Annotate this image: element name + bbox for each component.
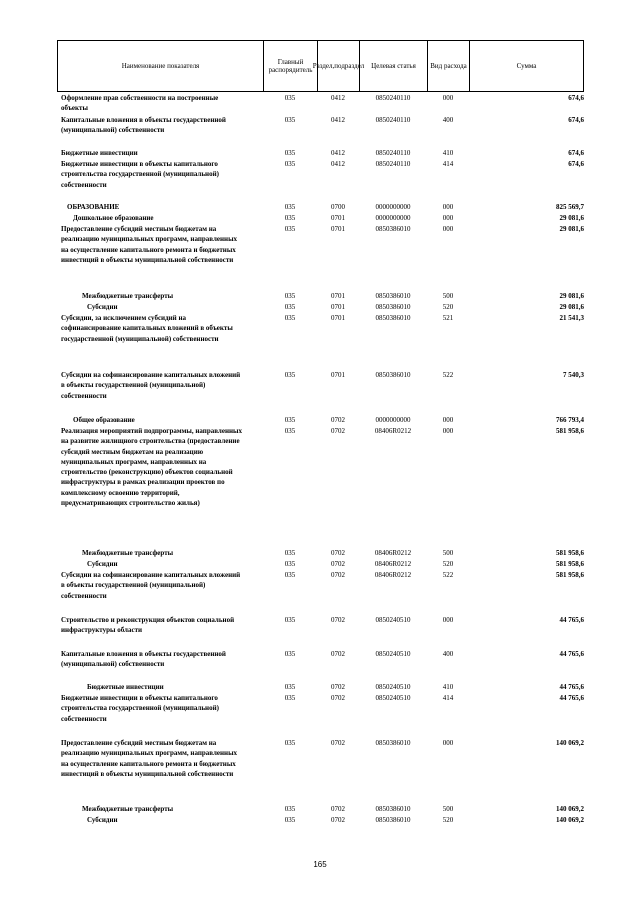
row-razdel: 0702 xyxy=(331,805,345,813)
row-summa: 581 958,6 xyxy=(556,427,584,435)
page-number: 165 xyxy=(313,860,327,869)
row-name: Субсидии xyxy=(87,560,118,568)
row-celevaya: 08406R0212 xyxy=(374,549,412,557)
row-celevaya: 0000000000 xyxy=(375,416,411,424)
row-summa: 29 081,6 xyxy=(559,303,584,311)
row-name: Реализация мероприятий подпрограммы, направленных на развитие жилищного строительства (предоставление субсидий местным бюджетам на реализацию муниципальных программ, направленных на строительство (реконструкцию) объектов социальной инфраструктуры в рамках реализации проектов по комплексному освоению территорий, предусматривающих строительство жилья) xyxy=(61,427,242,508)
row-razdel: 0701 xyxy=(331,292,345,300)
row-name: Бюджетные инвестиции xyxy=(61,149,138,157)
row-razdel: 0702 xyxy=(331,560,345,568)
row-glavny: 035 xyxy=(284,214,296,222)
row-vid: 000 xyxy=(442,94,454,102)
row-name: Предоставление субсидий местным бюджетам на реализацию муниципальных программ, направленных на осуществление капитального ремонта и бюджетных инвестиций в объекты муниципальной собственности xyxy=(61,739,238,778)
row-celevaya: 0850386010 xyxy=(375,314,411,322)
header-summa: Сумма xyxy=(516,61,537,70)
row-razdel: 0702 xyxy=(331,427,345,435)
row-vid: 500 xyxy=(442,805,454,813)
row-razdel: 0702 xyxy=(331,739,345,747)
row-celevaya: 0000000000 xyxy=(375,203,411,211)
row-razdel: 0702 xyxy=(331,650,345,658)
row-celevaya: 0000000000 xyxy=(375,214,411,222)
row-name: Предоставление субсидий местным бюджетам на реализацию муниципальных программ, направленных на осуществление капитального ремонта и бюджетных инвестиций в объекты муниципальной собственности xyxy=(61,225,238,264)
row-vid: 000 xyxy=(442,225,454,233)
row-celevaya: 08406R0212 xyxy=(374,560,412,568)
row-glavny: 035 xyxy=(284,571,296,579)
row-summa: 581 958,6 xyxy=(556,549,584,557)
header-razdel: Раздел,подраздел xyxy=(318,41,360,91)
row-summa: 7 540,3 xyxy=(563,371,584,379)
row-celevaya: 0850386010 xyxy=(375,371,411,379)
header-celevaya: Целевая статья xyxy=(360,41,428,91)
row-glavny: 035 xyxy=(284,303,296,311)
row-name: Межбюджетные трансферты xyxy=(82,805,174,813)
row-vid: 000 xyxy=(442,427,454,435)
row-summa: 140 069,2 xyxy=(556,816,584,824)
row-glavny: 035 xyxy=(284,816,296,824)
row-vid: 414 xyxy=(442,160,454,168)
row-summa: 29 081,6 xyxy=(559,292,584,300)
row-name: Дошкольное образование xyxy=(73,214,154,222)
row-summa: 21 541,3 xyxy=(559,314,584,322)
row-name: Бюджетные инвестиции в объекты капитального строительства государственной (муниципальной) собственности xyxy=(61,694,219,723)
row-razdel: 0702 xyxy=(331,549,345,557)
row-name: Бюджетные инвестиции xyxy=(87,683,164,691)
row-name: Бюджетные инвестиции в объекты капитального строительства государственной (муниципальной) собственности xyxy=(61,160,219,189)
row-glavny: 035 xyxy=(284,149,296,157)
row-glavny: 035 xyxy=(284,650,296,658)
row-razdel: 0412 xyxy=(331,160,345,168)
row-glavny: 035 xyxy=(284,694,296,702)
row-name: Межбюджетные трансферты xyxy=(82,549,174,557)
row-glavny: 035 xyxy=(284,203,296,211)
row-razdel: 0702 xyxy=(331,694,345,702)
row-razdel: 0412 xyxy=(331,149,345,157)
row-vid: 410 xyxy=(442,149,454,157)
row-razdel: 0702 xyxy=(331,616,345,624)
row-glavny: 035 xyxy=(284,225,296,233)
row-vid: 400 xyxy=(442,116,454,124)
row-summa: 29 081,6 xyxy=(559,225,584,233)
header-vid: Вид расхода xyxy=(428,41,470,91)
row-vid: 000 xyxy=(442,416,454,424)
row-glavny: 035 xyxy=(284,616,296,624)
row-name: Субсидии xyxy=(87,816,118,824)
row-vid: 400 xyxy=(442,650,454,658)
row-name: Межбюджетные трансферты xyxy=(82,292,174,300)
row-razdel: 0701 xyxy=(331,225,345,233)
row-name: ОБРАЗОВАНИЕ xyxy=(67,203,120,211)
row-razdel: 0701 xyxy=(331,214,345,222)
row-summa: 29 081,6 xyxy=(559,214,584,222)
row-summa: 825 569,7 xyxy=(556,203,584,211)
row-glavny: 035 xyxy=(284,739,296,747)
row-name: Субсидии, за исключением субсидий на софинансирование капитальных вложений в объекты государственной (муниципальной) собственности xyxy=(61,314,233,343)
row-razdel: 0412 xyxy=(331,116,345,124)
row-glavny: 035 xyxy=(284,314,296,322)
row-glavny: 035 xyxy=(284,94,296,102)
row-celevaya: 0850240110 xyxy=(375,149,411,157)
row-celevaya: 0850240110 xyxy=(375,94,411,102)
row-vid: 521 xyxy=(442,314,454,322)
row-vid: 000 xyxy=(442,203,454,211)
row-vid: 522 xyxy=(442,371,454,379)
row-summa: 140 069,2 xyxy=(556,739,584,747)
row-vid: 000 xyxy=(442,739,454,747)
row-name: Оформление прав собственности на построенные объекты xyxy=(61,94,219,113)
row-name: Капитальные вложения в объекты государственной (муниципальной) собственности xyxy=(61,650,226,669)
row-celevaya: 0850386010 xyxy=(375,292,411,300)
row-name: Субсидии на софинансирование капитальных вложений в объекты государственной (муниципальной) собственности xyxy=(61,571,241,600)
row-glavny: 035 xyxy=(284,416,296,424)
row-razdel: 0702 xyxy=(331,571,345,579)
row-summa: 581 958,6 xyxy=(556,571,584,579)
row-vid: 520 xyxy=(442,560,454,568)
row-glavny: 035 xyxy=(284,427,296,435)
row-celevaya: 0850240510 xyxy=(375,683,411,691)
row-razdel: 0700 xyxy=(331,203,345,211)
row-name: Капитальные вложения в объекты государственной (муниципальной) собственности xyxy=(61,116,226,135)
row-glavny: 035 xyxy=(284,805,296,813)
row-glavny: 035 xyxy=(284,549,296,557)
row-glavny: 035 xyxy=(284,292,296,300)
row-razdel: 0701 xyxy=(331,303,345,311)
row-celevaya: 0850240510 xyxy=(375,616,411,624)
row-razdel: 0701 xyxy=(331,314,345,322)
row-name: Общее образование xyxy=(73,416,135,424)
row-vid: 520 xyxy=(442,303,454,311)
row-razdel: 0412 xyxy=(331,94,345,102)
row-vid: 000 xyxy=(442,214,454,222)
row-celevaya: 0850386010 xyxy=(375,805,411,813)
row-name: Субсидии на софинансирование капитальных вложений в объекты государственной (муниципальной) собственности xyxy=(61,371,241,400)
row-name: Субсидии xyxy=(87,303,118,311)
row-celevaya: 0850386010 xyxy=(375,303,411,311)
row-glavny: 035 xyxy=(284,371,296,379)
row-name: Строительство и реконструкция объектов социальной инфраструктуры области xyxy=(61,616,235,635)
row-glavny: 035 xyxy=(284,683,296,691)
row-razdel: 0702 xyxy=(331,816,345,824)
row-celevaya: 0850240110 xyxy=(375,160,411,168)
header-name: Наименование показателя xyxy=(58,41,264,91)
row-celevaya: 0850386010 xyxy=(375,225,411,233)
row-glavny: 035 xyxy=(284,116,296,124)
row-vid: 522 xyxy=(442,571,454,579)
row-summa: 44 765,6 xyxy=(559,694,584,702)
row-summa: 581 958,6 xyxy=(556,560,584,568)
row-glavny: 035 xyxy=(284,560,296,568)
header-glavny: Главный распорядитель xyxy=(264,41,318,91)
row-summa: 766 793,4 xyxy=(556,416,584,424)
row-celevaya: 0850386010 xyxy=(375,816,411,824)
row-razdel: 0702 xyxy=(331,416,345,424)
row-celevaya: 0850240510 xyxy=(375,694,411,702)
row-razdel: 0702 xyxy=(331,683,345,691)
table-header xyxy=(57,40,584,92)
row-summa: 44 765,6 xyxy=(559,650,584,658)
row-summa: 674,6 xyxy=(568,116,584,124)
row-celevaya: 0850240510 xyxy=(375,650,411,658)
row-summa: 674,6 xyxy=(568,149,584,157)
row-vid: 410 xyxy=(442,683,454,691)
row-vid: 000 xyxy=(442,616,454,624)
row-razdel: 0701 xyxy=(331,371,345,379)
row-summa: 44 765,6 xyxy=(559,616,584,624)
row-summa: 674,6 xyxy=(568,94,584,102)
row-vid: 414 xyxy=(442,694,454,702)
row-summa: 674,6 xyxy=(568,160,584,168)
row-summa: 44 765,6 xyxy=(559,683,584,691)
row-glavny: 035 xyxy=(284,160,296,168)
row-celevaya: 08406R0212 xyxy=(374,427,412,435)
row-celevaya: 0850386010 xyxy=(375,739,411,747)
row-celevaya: 0850240110 xyxy=(375,116,411,124)
row-vid: 500 xyxy=(442,549,454,557)
row-vid: 500 xyxy=(442,292,454,300)
row-vid: 520 xyxy=(442,816,454,824)
row-celevaya: 08406R0212 xyxy=(374,571,412,579)
row-summa: 140 069,2 xyxy=(556,805,584,813)
